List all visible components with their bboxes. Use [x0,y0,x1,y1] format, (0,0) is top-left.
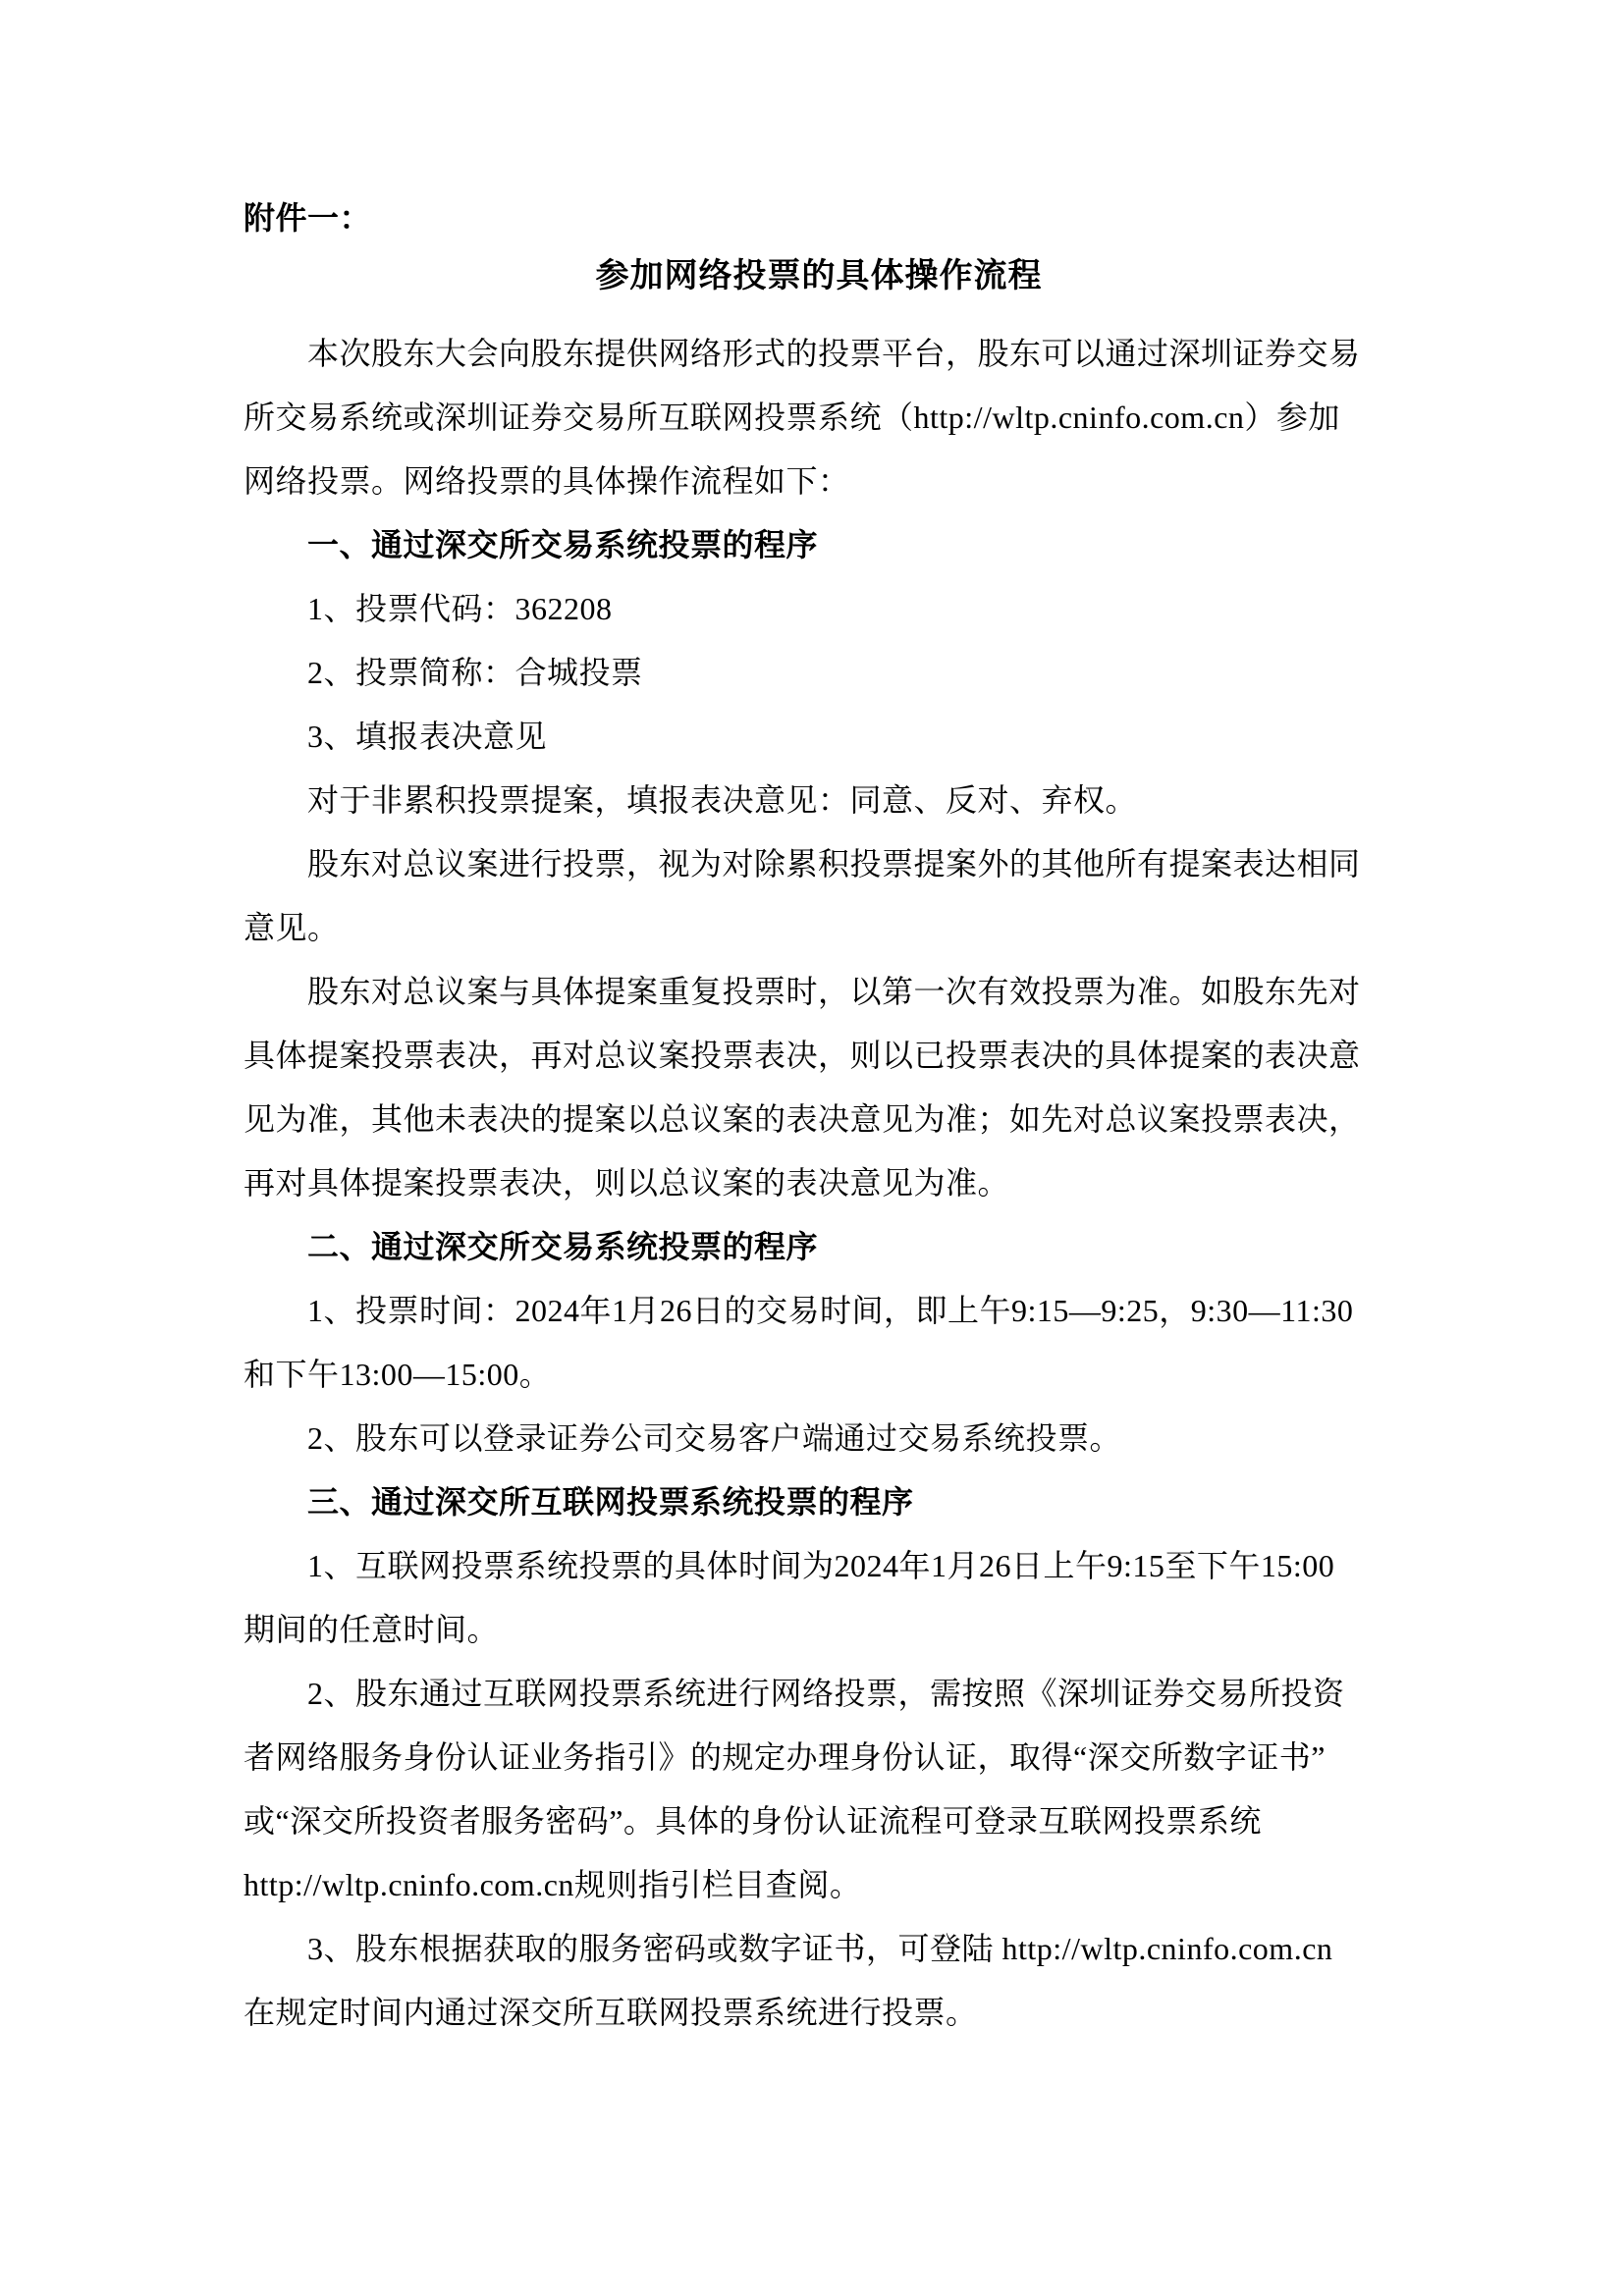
identity-auth-line-3: 或“深交所投资者服务密码”。具体的身份认证流程可登录互联网投票系统 [244,1803,1262,1839]
attachment-label: 附件一： [244,200,372,236]
identity-auth-line-2: 者网络服务身份认证业务指引》的规定办理身份认证，取得“深交所数字证书” [244,1739,1326,1775]
broker-client-line: 2、股东可以登录证券公司交易客户端通过交易系统投票。 [307,1420,1122,1456]
identity-auth-line-1: 2、股东通过互联网投票系统进行网络投票，需按照《深圳证券交易所投资 [307,1676,1345,1711]
intro-line-2: 所交易系统或深圳证券交易所互联网投票系统（http://wltp.cninfo.com.cn）参加 [244,400,1340,435]
intro-line-3: 网络投票。网络投票的具体操作流程如下： [244,463,850,499]
vote-short-name-line: 2、投票简称：合城投票 [307,655,643,690]
internet-time-line-1: 1、互联网投票系统投票的具体时间为2024年1月26日上午9:15至下午15:00 [307,1548,1335,1583]
repeat-vote-line-3: 见为准，其他未表决的提案以总议案的表决意见为准；如先对总议案投票表决， [244,1101,1361,1137]
section-2-heading: 二、通过深交所交易系统投票的程序 [307,1229,819,1264]
non-cumulative-line: 对于非累积投票提案，填报表决意见：同意、反对、弃权。 [307,782,1138,818]
vote-code-line: 1、投票代码：362208 [307,591,613,626]
intro-line-1: 本次股东大会向股东提供网络形式的投票平台，股东可以通过深圳证券交易 [307,336,1361,371]
login-vote-line-2: 在规定时间内通过深交所互联网投票系统进行投票。 [244,1995,978,2030]
general-proposal-line-2: 意见。 [244,910,340,945]
section-1-heading: 一、通过深交所交易系统投票的程序 [307,527,819,562]
general-proposal-line-1: 股东对总议案进行投票，视为对除累积投票提案外的其他所有提案表达相同 [307,846,1361,881]
internet-time-line-2: 期间的任意时间。 [244,1612,500,1647]
identity-auth-line-4: http://wltp.cninfo.com.cn规则指引栏目查阅。 [244,1867,862,1902]
document-title: 参加网络投票的具体操作流程 [595,258,1043,294]
repeat-vote-line-1: 股东对总议案与具体提案重复投票时，以第一次有效投票为准。如股东先对 [307,974,1361,1009]
section-3-heading: 三、通过深交所互联网投票系统投票的程序 [307,1484,914,1520]
login-vote-line-1: 3、股东根据获取的服务密码或数字证书，可登陆 http://wltp.cninfo.com.cn [307,1931,1333,1966]
fill-opinion-line: 3、填报表决意见 [307,719,548,754]
vote-time-line-1: 1、投票时间：2024年1月26日的交易时间，即上午9:15—9:25，9:30—11:30 [307,1293,1354,1328]
vote-time-line-2: 和下午13:00—15:00。 [244,1357,552,1392]
repeat-vote-line-2: 具体提案投票表决，再对总议案投票表决，则以已投票表决的具体提案的表决意 [244,1038,1361,1073]
repeat-vote-line-4: 再对具体提案投票表决，则以总议案的表决意见为准。 [244,1165,1010,1201]
